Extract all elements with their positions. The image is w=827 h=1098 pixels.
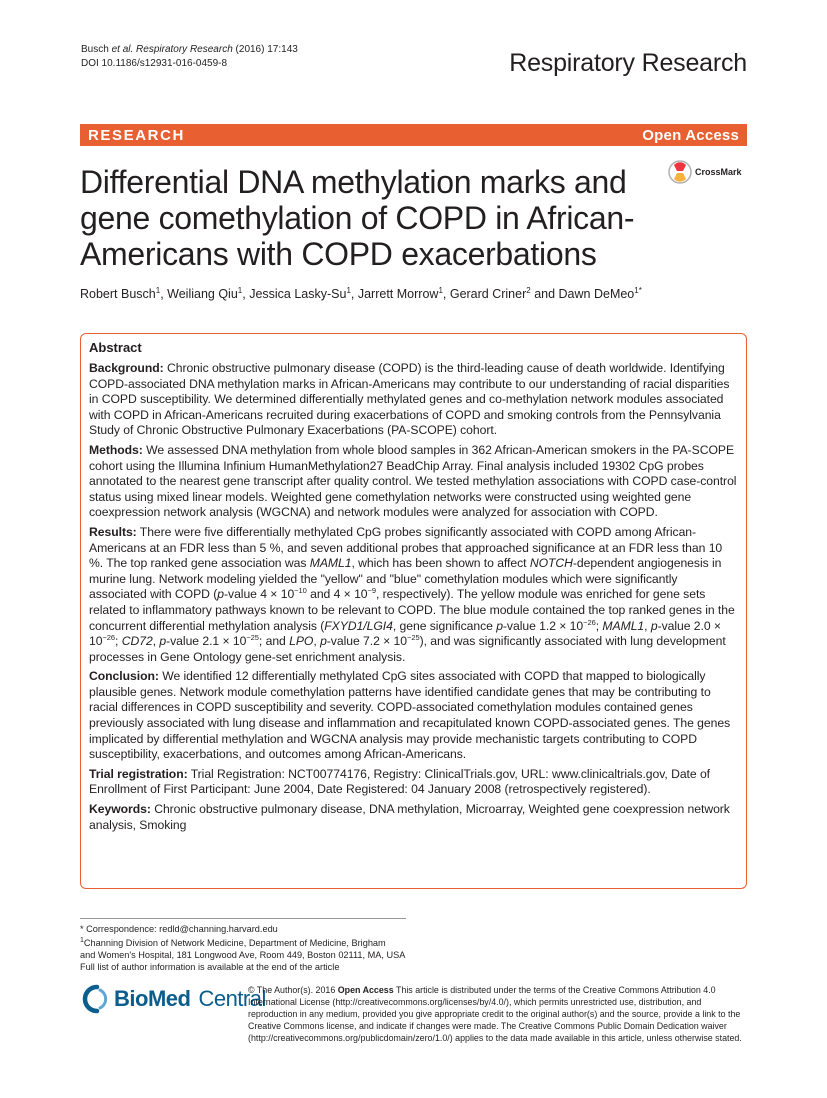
author-affiliation-sup: 1 [438,286,443,295]
results-text: ), and was significantly associated with lung development processes in Gene Ontology gene-set enrichment analysis. [89,634,726,664]
doi[interactable]: DOI 10.1186/s12931-016-0459-8 [81,58,228,69]
results-text: , which has been shown to affect [351,556,530,571]
footnote-divider [80,918,406,919]
results-text: ; and [258,634,290,649]
license-text: This article is distributed under the terms of the Creative Commons Attribution 4.0 International License (http://creativecommons.org/licenses/by/4.0/), which permits unrestricted use, distribution, and reproduction in any medium, provided you give appropriate credit to the original author(s) and the source, provide a link to the Creative Commons license, and indicate if changes were made. The Creative Commons Public Domain Dedication waiver (http://creativecommons.org/publicdomain/zero/1.0/) applies to the data made available in this article, unless otherwise stated. [248,985,742,1043]
conclusion-text: We identified 12 differentially methylated CpG sites associated with COPD that mapped to biologically plausible genes. Network module comethylation patterns have identified candidate genes that may be contributing to racial differences in COPD susceptibility and severity. COPD-associated comethylation modules contained genes previously associated with lung disease and inflammation and recapitulated known COPD-associated genes. The genes implicated by differential methylation and WGCNA analysis may provide mechanistic targets contributing to COPD susceptibility, exacerbations, and outcomes among African-Americans. [89,669,731,762]
crossmark-badge[interactable] [668,160,742,184]
exponent: −26 [102,633,116,643]
results-text: -value 2.1 × 10 [166,634,247,649]
crossmark-label: CrossMark [695,167,742,177]
author-list [80,286,642,301]
abstract-box [80,333,747,889]
footnotes [80,923,405,973]
results-text: There were five differentially methylated CpG probes significantly associated with COPD among African-Americans at an FDR less than 5 %, and seven additional probes that approached significance at an FDR less than 10 %. The top ranked gene association was [89,524,723,571]
p-symbol: p [159,634,167,649]
abstract-results [89,525,738,665]
results-text: ; [595,618,603,633]
author-separator: , [160,287,168,302]
conclusion-heading: Conclusion: [89,669,159,684]
abstract-methods [89,443,738,521]
abstract-trial-registration [89,767,738,798]
results-text: , respectively). The yellow module was enriched for gene sets related to inflammatory pathways known to be relevant to COPD. The blue module contained the top ranked genes in the concurrent differential methylation analysis ( [89,587,735,633]
results-text: , [644,618,651,633]
license-open-access: Open Access [337,985,394,995]
author-affiliation-sup: 1 [237,286,243,295]
background-heading: Background: [89,361,164,375]
gene-name: LPO [289,634,314,649]
author-separator: , [442,287,450,302]
p-symbol: p [217,587,225,602]
article-title [80,164,660,272]
biomed-central-logo[interactable] [80,984,266,1014]
keywords-text: Chronic obstructive pulmonary disease, DNA methylation, Microarray, Weighted gene coexpression network analysis, Smoking [89,802,730,832]
results-text: , [152,634,160,649]
full-author-info-note: Full list of author information is available at the end of the article [80,962,340,973]
author-name[interactable]: Weiliang Qiu [167,287,238,302]
results-text: ; [115,634,122,649]
author-name[interactable]: Jessica Lasky-Su [249,287,347,302]
title-line-3: Americans with COPD exacerbations [80,236,597,272]
results-text: , gene significance [392,618,497,633]
gene-name: FXYD1/LGI4 [324,618,393,633]
results-text: -value 1.2 × 10 [502,618,584,633]
biomed-central-logo-icon [80,984,110,1014]
author-name[interactable]: Dawn DeMeo [558,287,635,302]
citation-etal: et al. [111,44,134,55]
citation-authors: Busch [81,44,109,55]
results-heading: Results: [89,524,137,539]
author-name[interactable]: Gerard Criner [449,287,527,302]
crossmark-icon [668,160,692,184]
abstract-keywords [89,802,738,833]
gene-name: MAML1 [309,556,352,571]
title-line-1: Differential DNA methylation marks and [80,164,627,200]
affiliation-line-1: Channing Division of Network Medicine, Department of Medicine, Brigham [83,938,386,949]
citation-journal: Respiratory Research [136,44,233,55]
results-text: -value 2.0 × 10 [89,618,722,649]
author-name[interactable]: Robert Busch [80,287,156,302]
journal-name: Respiratory Research [509,49,747,77]
p-symbol: p [650,618,658,633]
author-affiliation-sup: 1 [155,286,161,295]
author-separator: , [350,287,358,302]
gene-name: CD72 [121,634,153,649]
exponent: −26 [583,617,596,627]
trial-heading: Trial registration: [89,766,188,781]
abstract-background [89,361,738,439]
exponent: −10 [294,586,307,596]
results-text: and 4 × 10 [306,587,368,602]
author-separator: and [530,287,559,302]
affiliation-line-2: and Women's Hospital, 181 Longwood Ave, Room 449, Boston 02111, MA, USA [80,950,406,961]
license-statement [248,984,748,1044]
article-type-banner [80,124,747,146]
affiliation-sup: 1 [80,937,84,944]
copyright-text: © The Author(s). 2016 [248,985,338,995]
article-type-label: RESEARCH [88,126,185,144]
open-access-label: Open Access [642,126,739,144]
biomed-logo-text: BioMed [114,986,191,1011]
author-affiliation-sup: 2 [526,286,531,295]
affiliation [80,935,405,949]
exponent: −25 [407,633,420,643]
gene-name: NOTCH [529,556,573,571]
citation-volume: (2016) 17:143 [235,44,298,55]
author-affiliation-sup: 1 [346,286,351,295]
author-affiliation-sup: 1* [634,286,642,295]
p-symbol: p [496,618,503,633]
background-text: Chronic obstructive pulmonary disease (COPD) is the third-leading cause of death worldwide. Identifying COPD-associated DNA methylation marks in African-Americans may contribute to our understanding of racial disparities in COPD susceptibility. We determined differentially methylated genes and co-methylation network modules associated with COPD in African-Americans recruited during exacerbations of COPD and smoking controls from the Pennsylvania Study of Chronic Obstructive Pulmonary Exacerbations (PA-SCOPE) cohort. [89,361,730,438]
author-separator: , [242,287,250,302]
abstract-heading: Abstract [89,340,142,355]
citation [81,43,298,71]
keywords-heading: Keywords: [89,802,151,817]
results-text: -value 7.2 × 10 [326,634,408,649]
results-text: -value 4 × 10 [224,587,295,602]
methods-heading: Methods: [89,442,143,457]
central-logo-text: Central [198,986,266,1011]
correspondence[interactable]: * Correspondence: redld@channing.harvard.edu [80,924,278,934]
p-symbol: p [320,634,327,649]
abstract-conclusion [89,669,738,763]
gene-name: MAML1 [602,618,645,633]
results-text: -dependent angiogenesis in murine lung. Network modeling yielded the "yellow" and "blue" comethylation modules which were significantly associated with COPD ( [89,556,722,602]
author-name[interactable]: Jarrett Morrow [357,287,439,302]
title-line-2: gene comethylation of COPD in African- [80,200,635,236]
trial-text: Trial Registration: NCT00774176, Registry: ClinicalTrials.gov, URL: www.clinicaltrials.gov, Date of Enrollment of First Participant: June 2004, Date Registered: 04 January 2008 (retrospectively registered). [89,766,711,797]
exponent: −25 [246,633,259,643]
results-text: , [313,634,321,649]
methods-text: We assessed DNA methylation from whole blood samples in 362 African-American smokers in the PA-SCOPE cohort using the Illumina Infinium HumanMethylation27 BeadChip Array. Final analysis included 19302 CpG probes annotated to the nearest gene transcript after quality control. We tested methylation associations with COPD case-control status using mixed linear models. Weighted gene comethylation networks were constructed using weighted gene coexpression network analysis (WGCNA) and network modules were analyzed for association with COPD. [89,442,737,520]
exponent: −9 [367,586,376,596]
